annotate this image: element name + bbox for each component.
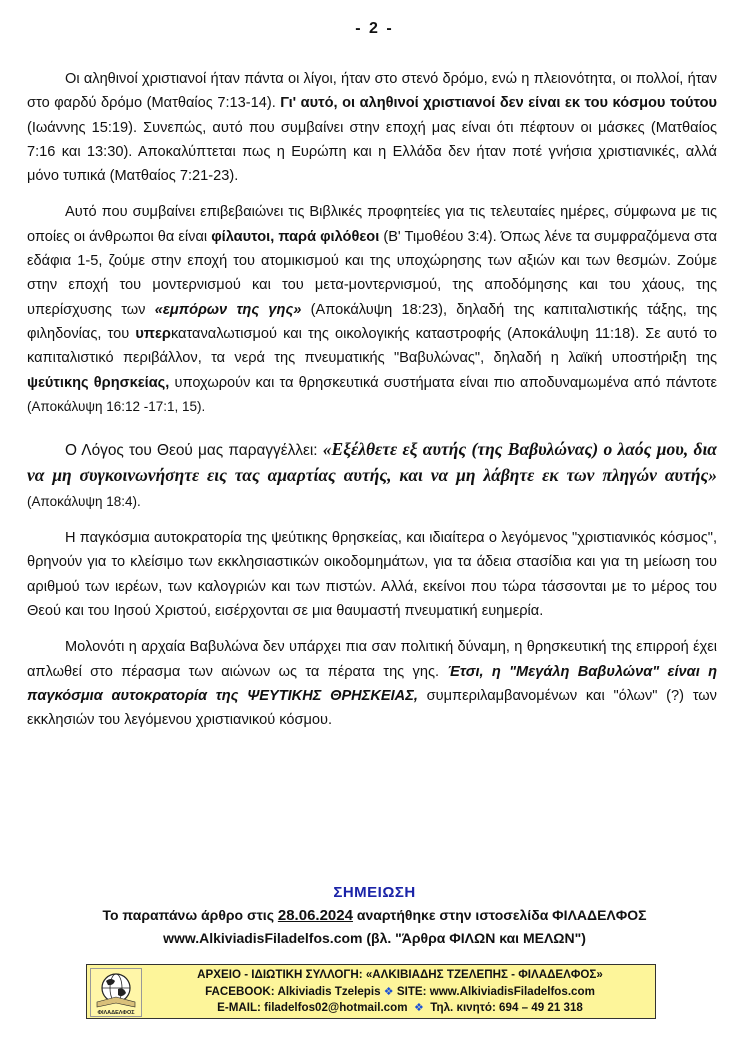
paragraph-1: Οι αληθινοί χριστιανοί ήταν πάντα οι λίγοι, ήταν στο στενό δρόμο, ενώ η πλειονότητα, οι πολλοί, ήταν στο φαρδύ δρόμο (Ματθαίος 7:13-14). Γι' αυτό, οι αληθινοί χριστιανοί δεν είναι εκ του κόσμου τούτου (Ιωάννης 15:19). Συνεπώς, αυτό που συμβαίνει στην εποχή μας είναι ότι πέφτουν οι μάσκες (Ματθαίος 7:16 και 13:30). Αποκαλύπτεται πως η Ευρώπη και η Ελλάδα δεν ήταν ποτέ γνήσια χριστιανικές, αλλά μόνο τυπικά (Ματθαίος 7:21-23). <box>27 71 717 185</box>
paragraph-4: Η παγκόσμια αυτοκρατορία της ψεύτικης θρησκείας, και ιδιαίτερα ο λεγόμενος "χριστιανικός κόσμος", θρηνούν για το κλείσιμο των εκκλησιαστικών οικοδομημάτων, για τα άδεια στασίδια και για τη μείωση του αριθμού των ιερέων, των καλογριών και των πιστών. Αλλά, εκείνοι που τώρα τάσσονται με το μέρος του Θεού και του Ιησού Χριστού, εισέρχονται σε μια θαυμαστή πνευματική ευημερία. <box>27 530 717 619</box>
phone-number: Τηλ. κινητό: 694 – 49 21 318 <box>430 1001 583 1014</box>
bold-emphasis: φίλαυτοι, παρά φιλόθεοι <box>211 228 380 245</box>
facebook-link[interactable]: FACEBOOK: Alkiviadis Tzelepis <box>205 984 381 998</box>
bold-emphasis: ψεύτικης θρησκείας, <box>27 374 170 391</box>
svg-text:ΦΙΛΑΔΕΛΦΟΣ: ΦΙΛΑΔΕΛΦΟΣ <box>97 1010 135 1016</box>
paragraph-3-quote: Ο Λόγος του Θεού μας παραγγέλλει: «Εξέλθετε εξ αυτής (της Βαβυλώνας) ο λαός μου, δια να μη συγκοινωνήσητε εις τας αμαρτίας αυτής, και να μη λάβητε εκ των πληγών αυτής» (Αποκάλυψη 18:4). <box>27 439 717 509</box>
article-body <box>27 67 717 744</box>
paragraph-5: Μολονότι η αρχαία Βαβυλώνα δεν υπάρχει πια σαν πολιτική δύναμη, η θρησκευτική της επιρροή έχει απλωθεί στο πέρασμα των αιώνων ως τα πέρατα της γης. Έτσι, η "Μεγάλη Βαβυλώνα" είναι η παγκόσμια αυτοκρατορία της ΨΕΥΤΙΚΗΣ ΘΡΗΣΚΕΙΑΣ, συμπεριλαμβανομένων και "όλων" (?) των εκκλησιών του λεγόμενου χριστιανικού κόσμου. <box>27 639 717 729</box>
diamond-icon: ❖ <box>383 985 394 998</box>
note-block <box>0 882 749 949</box>
bold-prefix: υπερ <box>135 325 171 342</box>
note-title: ΣΗΜΕΙΩΣΗ <box>333 884 416 901</box>
scripture-quote: «Εξέλθετε εξ αυτής (της Βαβυλώνας) ο λαός μου, δια να μη συγκοινωνήσητε εις τας αμαρτίας αυτής, και να μη λάβητε εκ των πληγών αυτής» <box>27 439 717 486</box>
archive-title: ΑΡΧΕΙΟ - ΙΔΙΩΤΙΚΗ ΣΥΛΛΟΓΗ: «ΑΛΚΙΒΙΑΔΗΣ ΤΖΕΛΕΠΗΣ - ΦΙΛΑΔΕΛΦΟΣ» <box>197 968 603 981</box>
footer-line-3 <box>147 1000 653 1017</box>
footer-archive-box <box>86 964 656 1019</box>
bold-italic-emphasis: «εμπόρων της γης» <box>154 301 302 318</box>
site-link[interactable]: SITE: www.AlkiviadisFiladelfos.com <box>396 984 595 998</box>
footer-text <box>147 967 653 1017</box>
post-date: 28.06.2024 <box>277 907 353 924</box>
footer-line-2 <box>147 984 653 1001</box>
bold-italic-emphasis: Έτσι, η "Μεγάλη Βαβυλώνα" είναι η παγκόσμια αυτοκρατορία της ΨΕΥΤΙΚΗΣ ΘΡΗΣΚΕΙΑΣ, <box>27 663 717 704</box>
filadelfos-logo <box>90 968 142 1017</box>
paragraph-2: Αυτό που συμβαίνει επιβεβαιώνει τις Βιβλικές προφητείες για τις τελευταίες ημέρες, σύμφωνα με τις οποίες οι άνθρωποι θα είναι φίλαυτοι, παρά φιλόθεοι (Β' Τιμοθέου 3:4). Όπως λένε τα συμφραζόμενα στα εδάφια 1-5, ζούμε στην εποχή του ατομικισμού και της υποχώρησης των αξιών και των θεσμών. Ζούμε στην εποχή του μοντερνισμού και του μετα-μοντερνισμού, της αποδόμησης και του χάους, της υπερίσχυσης των «εμπόρων της γης» (Αποκάλυψη 18:23), δηλαδή της καπιταλιστικής τάξης, της φιληδονίας, του υπερκαταναλωτισμού και της οικολογικής καταστροφής (Αποκάλυψη 11:18). Σε αυτό το καπιταλιστικό περιβάλλον, τα νερά της πνευματικής "Βαβυλώνας", δηλαδή η λαϊκή υποστήριξη της ψεύτικης θρησκείας, υποχωρούν και τα θρησκευτικά συστήματα είναι πιο αποδυναμωμένα από πάντοτε (Αποκάλυψη 16:12 -17:1, 15). <box>27 204 718 414</box>
note-line-1: Το παραπάνω άρθρο στις 28.06.2024 αναρτήθηκε στην ιστοσελίδα ΦΙΛΑΔΕΛΦΟΣ <box>102 907 647 924</box>
email-link[interactable]: E-MAIL: filadelfos02@hotmail.com <box>217 1001 408 1014</box>
page-number: - 2 - <box>355 20 394 37</box>
bold-emphasis: Γι' αυτό, οι αληθινοί χριστιανοί δεν είναι εκ του κόσμου τούτου <box>280 95 717 112</box>
note-line-2: www.AlkiviadisFiladelfos.com (βλ. "Άρθρα ΦΙΛΩΝ και ΜΕΛΩΝ") <box>163 930 586 946</box>
diamond-icon: ❖ <box>413 1002 424 1014</box>
